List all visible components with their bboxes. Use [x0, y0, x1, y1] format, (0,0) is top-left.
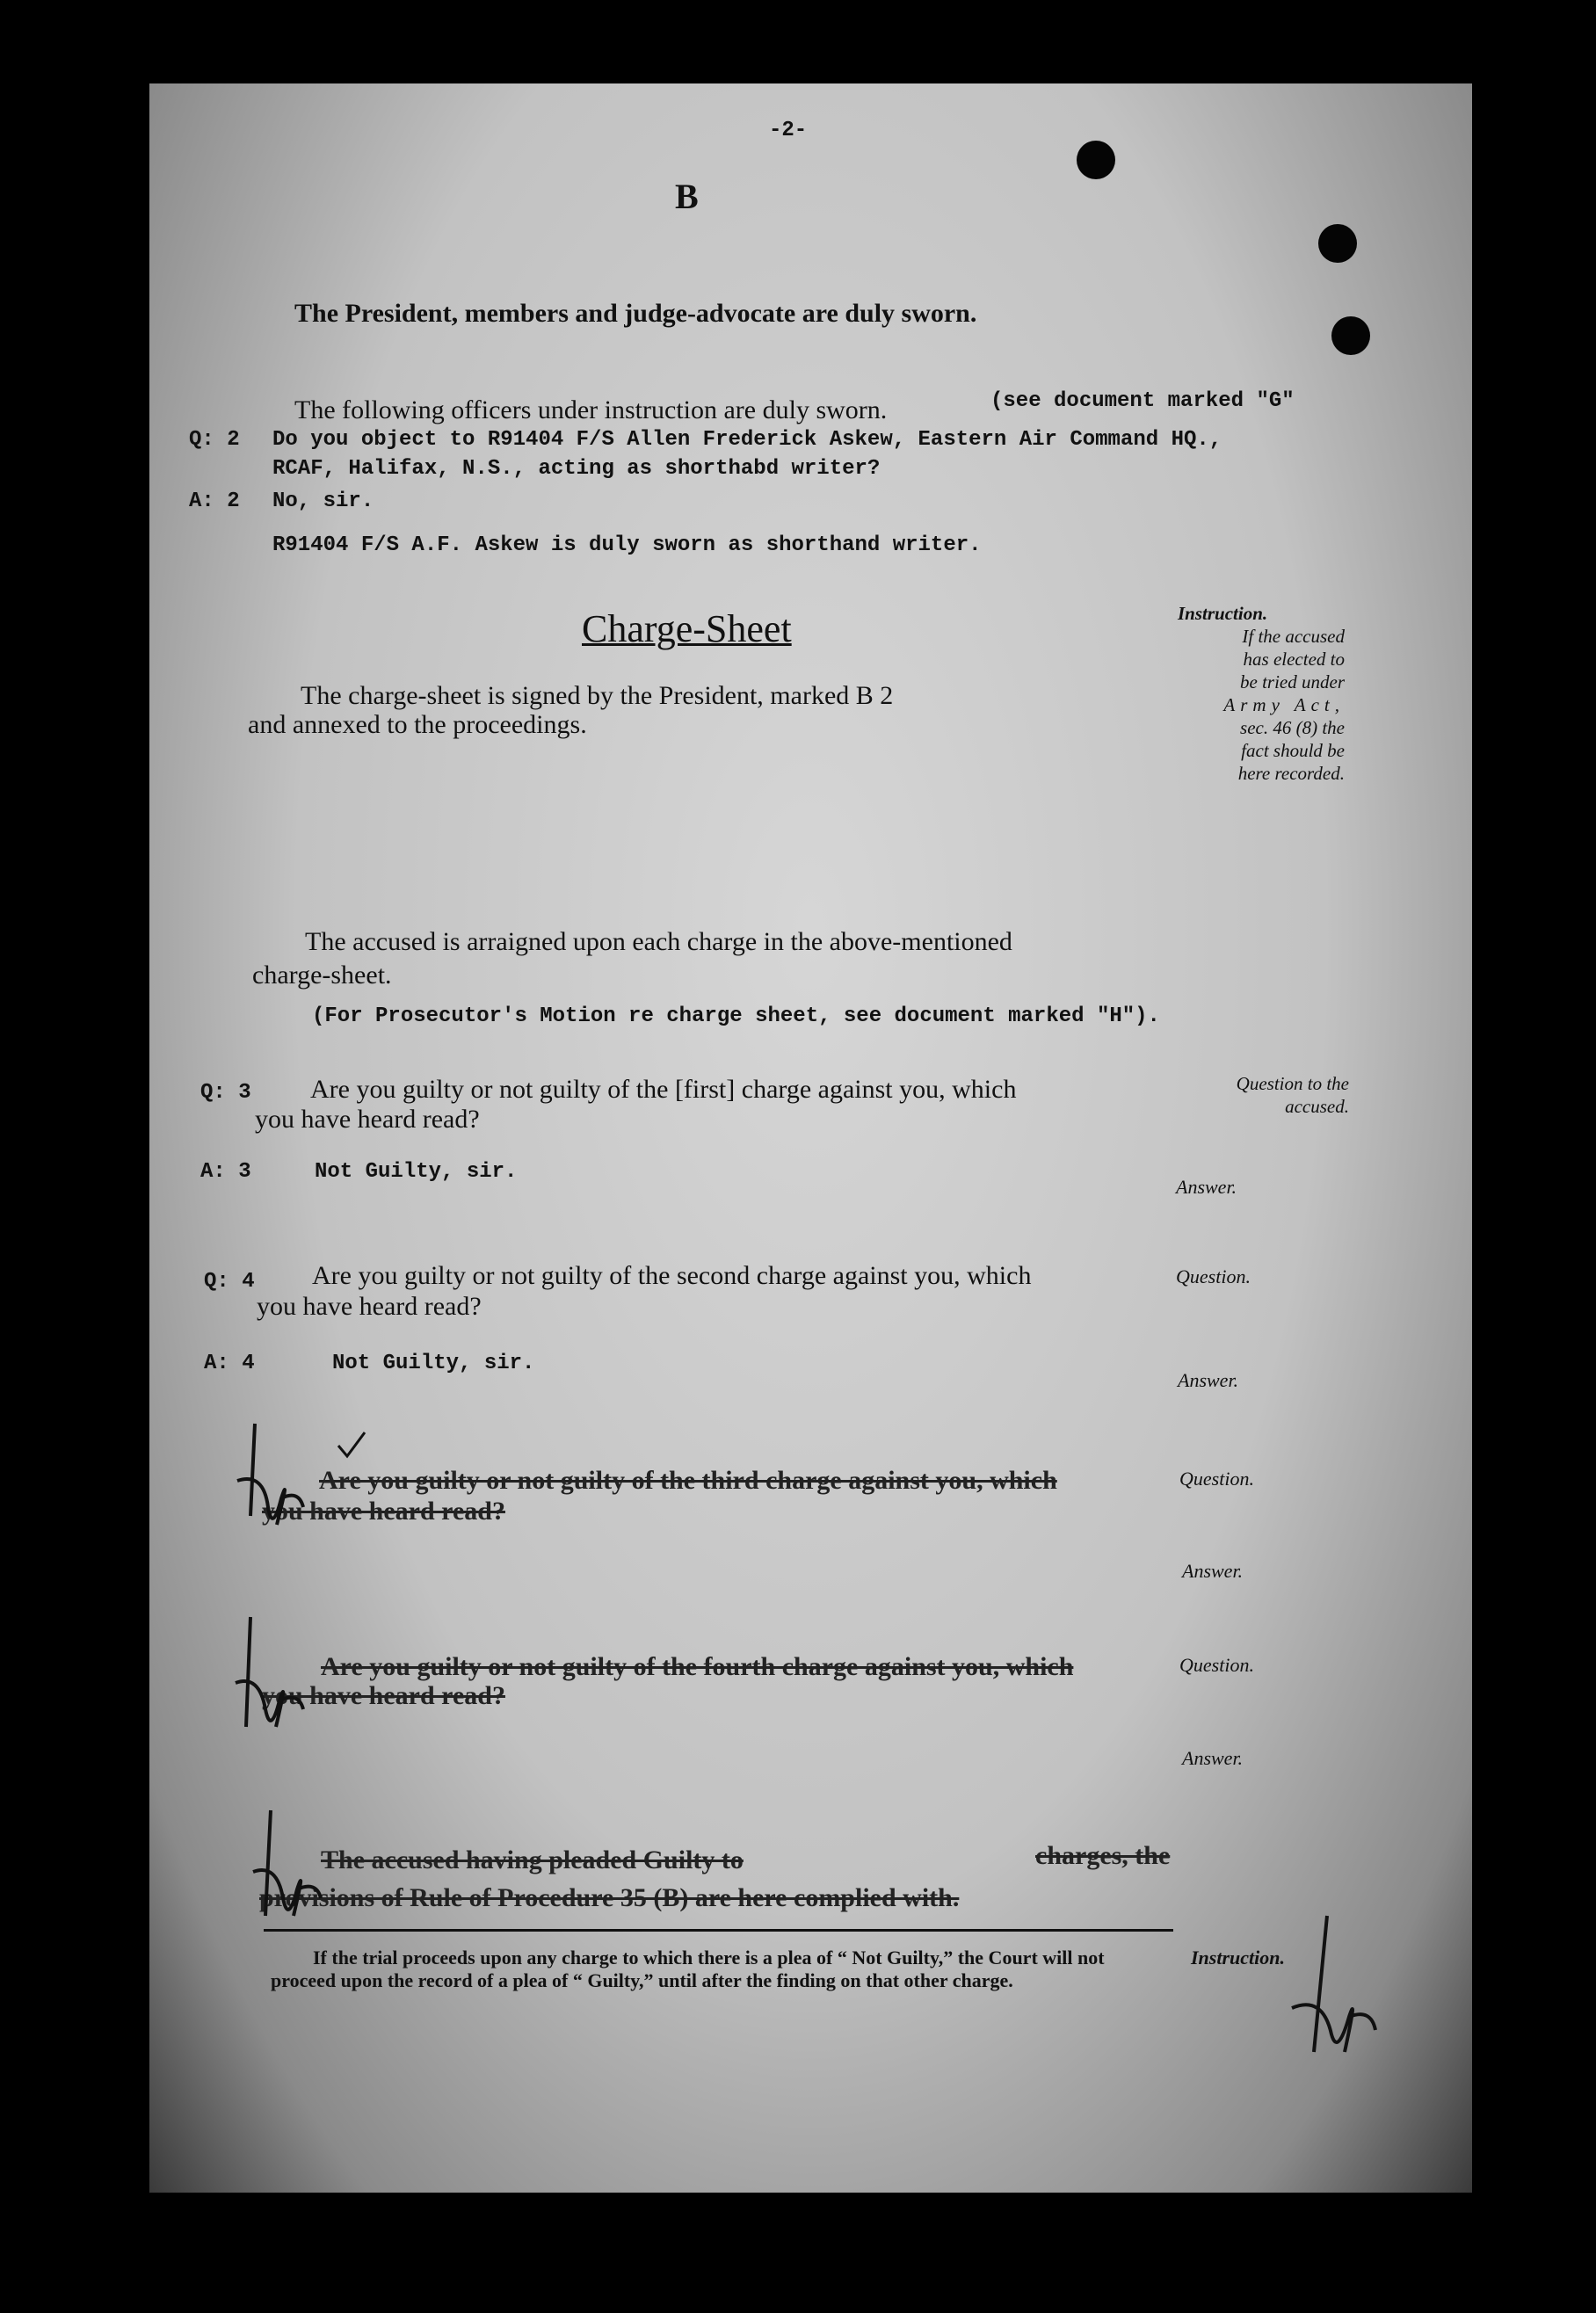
instruction-note-line: here recorded. — [1237, 763, 1345, 784]
footer-margin-instruction: Instruction. — [1191, 1947, 1285, 1969]
arraigned-text: charge-sheet. — [252, 961, 392, 990]
punch-hole — [1318, 224, 1357, 263]
handwritten-initials — [229, 1419, 308, 1542]
instruction-note-title: Instruction. — [1178, 603, 1268, 624]
question-text: you have heard read? — [257, 1292, 482, 1321]
instruction-note-line: If the accused — [1242, 626, 1345, 647]
margin-question: Question. — [1179, 1468, 1254, 1490]
answer-label: A: 4 — [204, 1352, 255, 1375]
officers-doc-ref: (see document marked "G" — [990, 389, 1295, 413]
qa-line: Do you object to R91404 F/S Allen Frederick Askew, Eastern Air Command HQ., — [272, 428, 1222, 452]
struck-question-text: Are you guilty or not guilty of the third charge against you, which — [319, 1466, 1057, 1495]
arraigned-text: The accused is arraigned upon each charge in the above-mentioned — [305, 927, 1012, 956]
footer-divider — [264, 1929, 1173, 1932]
question-label: Q: 3 — [200, 1081, 251, 1105]
charge-sheet-heading: Charge-Sheet — [582, 607, 792, 650]
charge-sheet-text: The charge-sheet is signed by the President, marked B 2 — [301, 681, 894, 710]
qa-label: Q: 2 — [189, 428, 240, 452]
instruction-note-line: fact should be — [1241, 740, 1345, 761]
footer-instruction: If the trial proceeds upon any charge to which there is a plea of “ Not Guilty,” the Court will not proceed upon the record of a plea of “ Guilty,” until after the finding on that other charge. — [271, 1947, 1105, 1991]
answer-label: A: 3 — [200, 1160, 251, 1184]
margin-question: Question. — [1179, 1654, 1254, 1676]
instruction-note-line: sec. 46 (8) the — [1240, 717, 1345, 738]
punch-hole — [1331, 316, 1370, 355]
margin-answer: Answer. — [1182, 1560, 1244, 1582]
question-text: you have heard read? — [255, 1105, 480, 1134]
instruction-note — [1151, 602, 1345, 785]
question-text: Are you guilty or not guilty of the second charge against you, which — [312, 1261, 1032, 1290]
margin-question — [1191, 1072, 1349, 1118]
tick-mark — [334, 1428, 369, 1463]
answer-text: Not Guilty, sir. — [315, 1160, 518, 1184]
handwritten-initials — [229, 1613, 308, 1744]
qa-line: RCAF, Halifax, N.S., acting as shorthabd writer? — [272, 457, 881, 481]
answer-text: Not Guilty, sir. — [332, 1352, 535, 1375]
instruction-note-line: be tried under — [1240, 671, 1345, 692]
shorthand-sworn: R91404 F/S A.F. Askew is duly sworn as shorthand writer. — [272, 533, 982, 557]
instruction-note-line: has elected to — [1243, 649, 1345, 670]
punch-hole — [1077, 141, 1115, 179]
struck-question-text: Are you guilty or not guilty of the fourth charge against you, which — [321, 1652, 1074, 1681]
section-letter: B — [675, 177, 699, 216]
question-text: Are you guilty or not guilty of the [first] charge against you, which — [310, 1075, 1017, 1104]
question-label: Q: 4 — [204, 1270, 255, 1294]
prosecutor-motion: (For Prosecutor's Motion re charge sheet, see document marked "H"). — [312, 1004, 1160, 1028]
margin-answer: Answer. — [1178, 1369, 1239, 1391]
qa-line: No, sir. — [272, 489, 374, 513]
handwritten-initials — [1283, 1911, 1380, 2061]
struck-question-text: you have heard read? — [262, 1681, 505, 1710]
page-number: -2- — [769, 119, 808, 142]
qa-label: A: 2 — [189, 489, 240, 513]
margin-answer: Answer. — [1176, 1176, 1237, 1198]
margin-question: Question. — [1176, 1265, 1251, 1287]
handwritten-initials — [246, 1806, 325, 1929]
margin-answer: Answer. — [1182, 1747, 1244, 1769]
document-page — [149, 83, 1472, 2193]
struck-plea-text: The accused having pleaded Guilty to — [321, 1845, 744, 1874]
officers-line: The following officers under instruction are duly sworn. — [294, 395, 888, 424]
charge-sheet-text: and annexed to the proceedings. — [248, 710, 587, 739]
struck-plea-text: charges, the — [1035, 1841, 1171, 1870]
struck-question-text: you have heard read? — [262, 1497, 505, 1526]
sworn-line: The President, members and judge-advocate are duly sworn. — [294, 299, 977, 328]
struck-plea-text: provisions of Rule of Procedure 35 (B) are here complied with. — [259, 1883, 960, 1912]
margin-question-text: Question to the accused. — [1236, 1073, 1349, 1117]
instruction-note-line: Army Act, — [1223, 694, 1345, 715]
